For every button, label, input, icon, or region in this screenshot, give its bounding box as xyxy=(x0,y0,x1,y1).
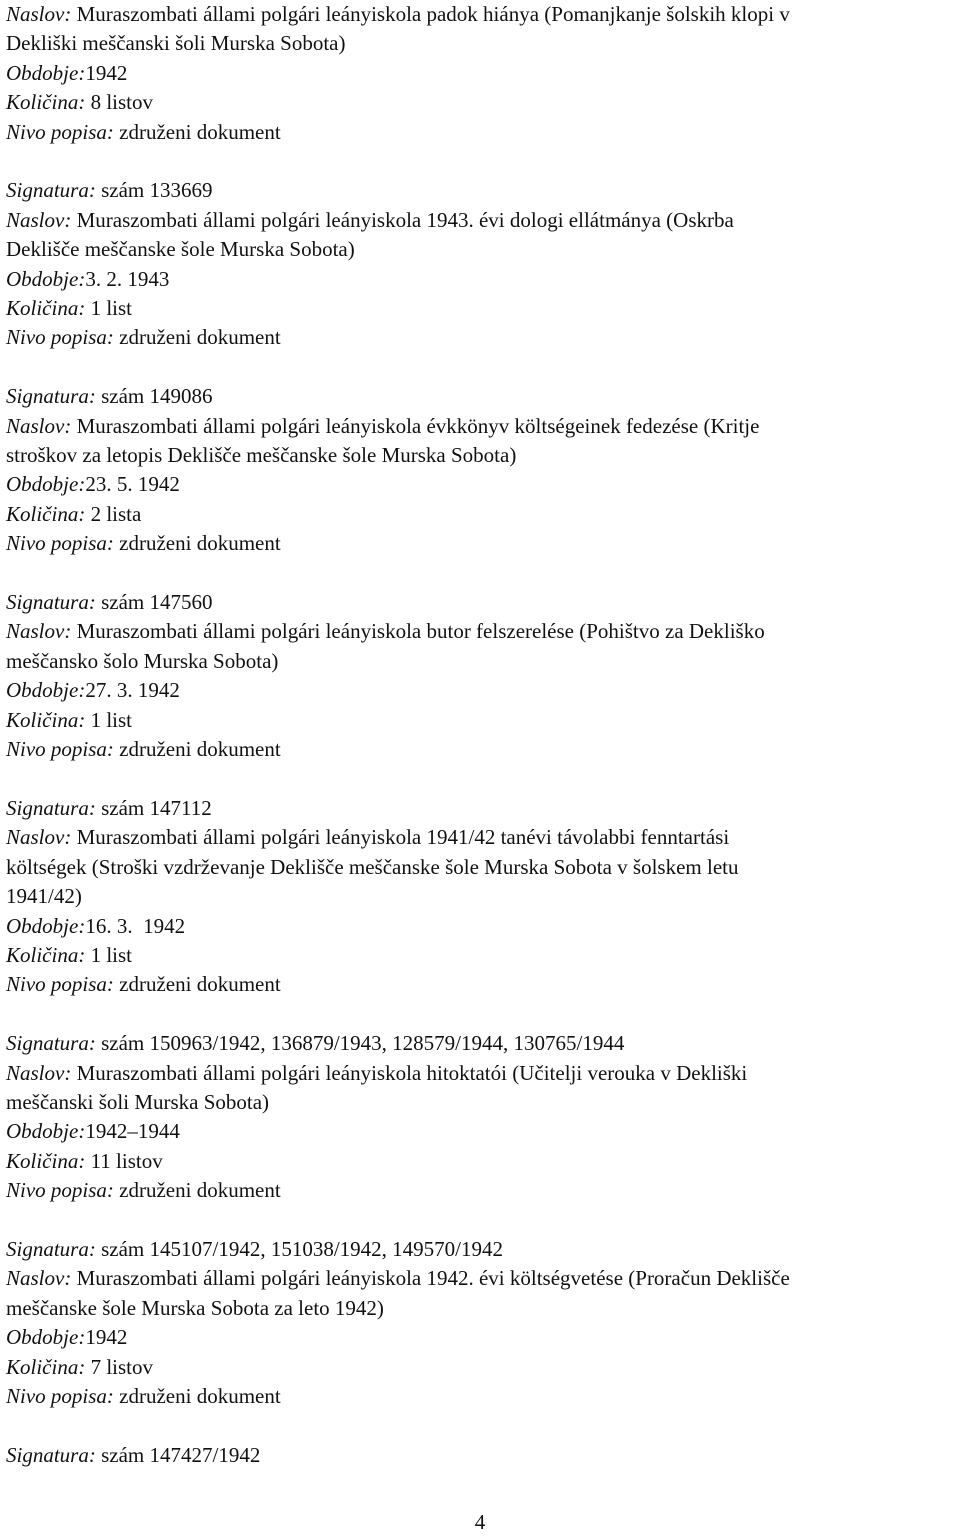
obdobje-field xyxy=(6,912,956,941)
nivo-field xyxy=(6,118,956,147)
naslov-value: Deklišče meščanske šole Murska Sobota) xyxy=(6,237,355,262)
obdobje-label: Obdobje: xyxy=(6,472,86,497)
obdobje-field xyxy=(6,59,956,88)
kolicina-label: Količina: xyxy=(6,501,86,526)
naslov-value: Muraszombati állami polgári leányiskola 1942. évi költségvetése (Proračun Deklišče xyxy=(76,1266,790,1291)
obdobje-value: 3. 2. 1943 xyxy=(85,266,170,291)
nivo-value: združeni dokument xyxy=(119,972,281,997)
signatura-label: Signatura: xyxy=(6,795,96,820)
naslov-value: meščanski šoli Murska Sobota) xyxy=(6,1089,270,1114)
record-entry xyxy=(6,0,956,147)
obdobje-value: 27. 3. 1942 xyxy=(85,678,180,703)
obdobje-label: Obdobje: xyxy=(6,266,86,291)
record-entry xyxy=(6,794,956,1000)
kolicina-field xyxy=(6,941,956,970)
nivo-label: Nivo popisa: xyxy=(6,119,114,144)
record-entry xyxy=(6,382,956,558)
signatura-value: szám 147560 xyxy=(101,590,213,615)
obdobje-label: Obdobje: xyxy=(6,1325,86,1350)
nivo-label: Nivo popisa: xyxy=(6,1178,114,1203)
naslov-value: Muraszombati állami polgári leányiskola 1943. évi dologi ellátmánya (Oskrba xyxy=(76,207,734,232)
signatura-field xyxy=(6,1235,956,1264)
page-number: 4 xyxy=(474,1510,486,1534)
nivo-value: združeni dokument xyxy=(119,325,281,350)
naslov-value: 1941/42) xyxy=(6,884,82,909)
signatura-field xyxy=(6,588,956,617)
obdobje-label: Obdobje: xyxy=(6,1119,86,1144)
nivo-field xyxy=(6,970,956,999)
nivo-label: Nivo popisa: xyxy=(6,325,114,350)
obdobje-value: 1942–1944 xyxy=(85,1119,180,1144)
signatura-label: Signatura: xyxy=(6,590,96,615)
signatura-value: szám 149086 xyxy=(101,384,213,409)
nivo-value: združeni dokument xyxy=(119,119,281,144)
signatura-value: szám 150963/1942, 136879/1943, 128579/1944, 130765/1944 xyxy=(101,1031,625,1056)
naslov-label: Naslov: xyxy=(6,1266,72,1291)
record-entry xyxy=(6,1441,956,1470)
obdobje-value: 1942 xyxy=(85,1325,128,1350)
nivo-value: združeni dokument xyxy=(119,1178,281,1203)
signatura-field xyxy=(6,382,956,411)
obdobje-field xyxy=(6,1323,956,1352)
signatura-field xyxy=(6,1441,956,1470)
signatura-field xyxy=(6,176,956,205)
record-entry xyxy=(6,1029,956,1205)
kolicina-field xyxy=(6,294,956,323)
naslov-field xyxy=(6,1059,956,1088)
kolicina-label: Količina: xyxy=(6,296,86,321)
nivo-field xyxy=(6,1382,956,1411)
kolicina-label: Količina: xyxy=(6,1354,86,1379)
kolicina-value: 1 list xyxy=(90,707,133,732)
obdobje-value: 23. 5. 1942 xyxy=(85,472,180,497)
nivo-value: združeni dokument xyxy=(119,1384,281,1408)
kolicina-value: 1 list xyxy=(90,296,133,321)
naslov-label: Naslov: xyxy=(6,825,72,850)
naslov-label: Naslov: xyxy=(6,2,72,26)
naslov-value: Dekliški meščanski šoli Murska Sobota) xyxy=(6,31,346,56)
kolicina-label: Količina: xyxy=(6,90,86,115)
nivo-label: Nivo popisa: xyxy=(6,531,114,556)
obdobje-field xyxy=(6,265,956,294)
nivo-field xyxy=(6,1176,956,1205)
kolicina-field xyxy=(6,500,956,529)
obdobje-field xyxy=(6,470,956,499)
kolicina-value: 7 listov xyxy=(90,1354,154,1379)
nivo-field xyxy=(6,735,956,764)
nivo-value: združeni dokument xyxy=(119,737,281,762)
naslov-field-continued xyxy=(6,235,956,264)
naslov-label: Naslov: xyxy=(6,619,72,644)
signatura-field xyxy=(6,1029,956,1058)
obdobje-value: 1942 xyxy=(85,60,128,85)
naslov-field-continued xyxy=(6,441,956,470)
signatura-field xyxy=(6,794,956,823)
naslov-field-continued xyxy=(6,853,956,882)
obdobje-field xyxy=(6,1117,956,1146)
nivo-value: združeni dokument xyxy=(119,531,281,556)
naslov-value: stroškov za letopis Deklišče meščanske šole Murska Sobota) xyxy=(6,443,517,468)
naslov-field xyxy=(6,1264,956,1293)
record-spacer xyxy=(6,559,956,588)
naslov-field-continued xyxy=(6,1088,956,1117)
naslov-value: Muraszombati állami polgári leányiskola 1941/42 tanévi távolabbi fenntartási xyxy=(76,825,730,850)
record-spacer xyxy=(6,147,956,176)
record-spacer xyxy=(6,1206,956,1235)
record-entry xyxy=(6,1235,956,1411)
signatura-value: szám 133669 xyxy=(101,178,213,203)
naslov-label: Naslov: xyxy=(6,207,72,232)
kolicina-label: Količina: xyxy=(6,1148,86,1173)
signatura-label: Signatura: xyxy=(6,1031,96,1056)
naslov-field-continued xyxy=(6,29,956,58)
obdobje-field xyxy=(6,676,956,705)
naslov-label: Naslov: xyxy=(6,1060,72,1085)
naslov-value: Muraszombati állami polgári leányiskola padok hiánya (Pomanjkanje šolskih klopi v xyxy=(76,2,790,26)
naslov-value: meščansko šolo Murska Sobota) xyxy=(6,648,279,673)
naslov-field xyxy=(6,206,956,235)
signatura-label: Signatura: xyxy=(6,1442,96,1467)
naslov-field-continued xyxy=(6,647,956,676)
naslov-value: Muraszombati állami polgári leányiskola évkkönyv költségeinek fedezése (Kritje xyxy=(76,413,760,438)
obdobje-value: 16. 3. 1942 xyxy=(85,913,186,938)
naslov-field xyxy=(6,823,956,852)
obdobje-label: Obdobje: xyxy=(6,913,86,938)
nivo-label: Nivo popisa: xyxy=(6,737,114,762)
naslov-value: Muraszombati állami polgári leányiskola butor felszerelése (Pohištvo za Dekliško xyxy=(76,619,765,644)
record-entry xyxy=(6,588,956,764)
kolicina-field xyxy=(6,1147,956,1176)
record-spacer xyxy=(6,353,956,382)
nivo-label: Nivo popisa: xyxy=(6,1384,114,1408)
naslov-label: Naslov: xyxy=(6,413,72,438)
kolicina-value: 2 lista xyxy=(90,501,142,526)
kolicina-label: Količina: xyxy=(6,942,86,967)
signatura-label: Signatura: xyxy=(6,1236,96,1261)
signatura-value: szám 147112 xyxy=(101,795,212,820)
signatura-value: szám 145107/1942, 151038/1942, 149570/1942 xyxy=(101,1236,503,1261)
kolicina-label: Količina: xyxy=(6,707,86,732)
obdobje-label: Obdobje: xyxy=(6,678,86,703)
kolicina-field xyxy=(6,88,956,117)
naslov-field-continued xyxy=(6,1294,956,1323)
signatura-label: Signatura: xyxy=(6,178,96,203)
kolicina-value: 1 list xyxy=(90,942,133,967)
record-spacer xyxy=(6,1000,956,1029)
signatura-value: szám 147427/1942 xyxy=(101,1442,261,1467)
naslov-field xyxy=(6,0,956,29)
obdobje-label: Obdobje: xyxy=(6,60,86,85)
naslov-value: Muraszombati állami polgári leányiskola hitoktatói (Učitelji verouka v Dekliški xyxy=(76,1060,748,1085)
kolicina-value: 11 listov xyxy=(90,1148,163,1173)
nivo-label: Nivo popisa: xyxy=(6,972,114,997)
signatura-label: Signatura: xyxy=(6,384,96,409)
naslov-field xyxy=(6,412,956,441)
kolicina-field xyxy=(6,706,956,735)
nivo-field xyxy=(6,529,956,558)
nivo-field xyxy=(6,323,956,352)
naslov-field-continued xyxy=(6,882,956,911)
document-page xyxy=(6,0,956,1470)
kolicina-value: 8 listov xyxy=(90,90,154,115)
naslov-value: költségek (Stroški vzdrževanje Deklišče meščanske šole Murska Sobota v šolskem letu xyxy=(6,854,739,879)
record-spacer xyxy=(6,1411,956,1440)
record-spacer xyxy=(6,765,956,794)
record-entry xyxy=(6,176,956,352)
kolicina-field xyxy=(6,1353,956,1382)
naslov-value: meščanske šole Murska Sobota za leto 1942) xyxy=(6,1295,384,1320)
naslov-field xyxy=(6,617,956,646)
